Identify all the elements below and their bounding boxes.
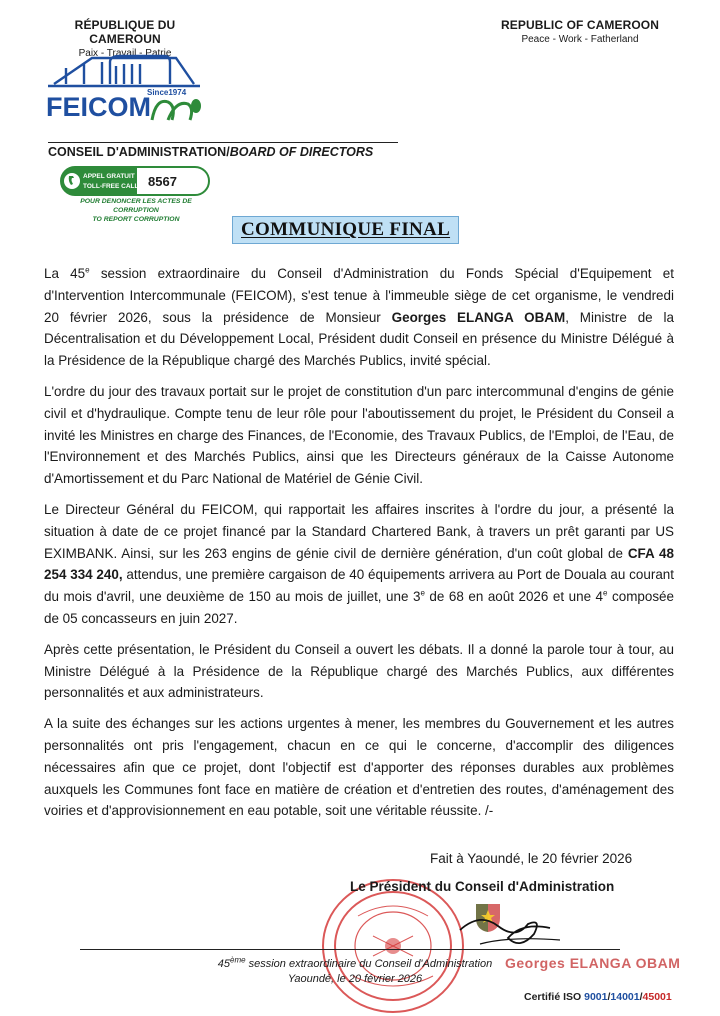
corruption-caption-fr: POUR DENONCER LES ACTES DE CORRUPTION <box>80 198 192 214</box>
since-label: Since1974 <box>147 88 187 97</box>
corruption-caption-en: TO REPORT CORRUPTION <box>92 216 180 223</box>
president-title: Le Président du Conseil d'Administration <box>350 879 615 894</box>
toll-free-number: 8567 <box>148 174 177 189</box>
global-cost-amount: CFA 48 254 334 240, <box>44 545 674 583</box>
country-name-fr: RÉPUBLIQUE DU CAMEROUN <box>74 18 176 46</box>
motto-fr: Paix - Travail - Patrie <box>78 48 172 59</box>
footer-ordinal: 45 <box>217 958 230 970</box>
board-divider <box>48 142 398 143</box>
footer-line-2: Yaoundé, le 20 février 2026 <box>287 973 423 985</box>
paragraph-2: L'ordre du jour des travaux portait sur le projet de constitution d'un parc intercommunal d'engins de génie civil et d'hydraulique. Compte tenu de leur rôle pour l'aboutissement du projet, le Président du Conseil a invité les Ministres en charge des Finances, de l'Economie, des Travaux Publics, de l'Emploi, de l'Eau, de l'Environnement et des Marchés Publics, ainsi que les Directeurs généraux de la Caisse Autonome d'Amortissement et du Parc National de Matériel de Génie Civil. <box>44 383 674 487</box>
iso-45001: 45001 <box>642 991 672 1003</box>
footer-caption <box>190 957 520 987</box>
iso-sep-1: / <box>607 991 611 1003</box>
board-separator: / <box>226 145 230 159</box>
iso-9001: 9001 <box>584 991 608 1003</box>
p3-text-a: Le Directeur Général du FEICOM, qui rapportait les affaires inscrites à l'ordre du jour, a présenté la situation à date de ce projet financé par la Standard Chartered Bank, à travers un prêt garanti par US EXIMBANK. Ainsi, sur les 263 engins de génie civil de dernière génération, d'un coût global de <box>44 501 674 561</box>
p1-text-b: session extraordinaire du Conseil d'Administration du Fonds Spécial d'Equipement et d'Intervention Intercommunale (FEICOM), s'est tenue à l'immeuble siège de cet organisme, le vendredi 20 février 2026, sous la présidence de Monsieur <box>44 266 674 325</box>
feicom-wordmark: FEICOM <box>46 92 151 122</box>
signatory-name: Georges ELANGA OBAM <box>505 955 681 971</box>
corruption-caption <box>60 197 212 224</box>
p3-sup-2: e <box>603 588 608 598</box>
p3-text-c: de 68 en août 2026 et une 4 <box>424 589 604 605</box>
iso-sep-2: / <box>639 991 643 1003</box>
swoosh-icon <box>152 99 201 120</box>
iso-prefix: Certifié ISO <box>524 991 585 1003</box>
paragraph-3 <box>44 499 674 630</box>
president-name: Georges ELANGA OBAM <box>391 309 566 325</box>
footer-ordinal-sup: ème <box>230 955 246 965</box>
p1-sup: e <box>85 265 90 275</box>
board-fr: CONSEIL D'ADMINISTRATION <box>48 145 227 159</box>
handwritten-signature <box>450 900 570 960</box>
paragraph-1 <box>44 263 674 372</box>
p1-text-c: , Ministre de la Décentralisation et du Développement Local, Président dudit Conseil en présence du Ministre Délégué à la Présidence de la République chargé des Marchés Publics, invité spécial. <box>44 309 674 369</box>
footer-divider <box>80 949 620 950</box>
motto-en: Peace - Work - Fatherland <box>521 34 639 45</box>
iso-certification <box>524 991 672 1003</box>
board-en: BOARD OF DIRECTORS <box>229 145 374 159</box>
document-title: COMMUNIQUE FINAL <box>232 216 459 244</box>
p3-text-d: composée de 05 concasseurs en juin 2027. <box>44 589 674 626</box>
header-right <box>490 18 670 45</box>
official-seal-stamp <box>318 876 468 1016</box>
p3-sup-1: e <box>420 588 425 598</box>
toll-free-label-en: TOLL-FREE CALL <box>83 183 139 190</box>
p3-text-b: attendus, une première cargaison de 40 équipements arrivera au Port de Douala au courant du mois d'avril, une deuxième de 150 au mois de juillet, une 3 <box>44 567 674 605</box>
footer-line-1 <box>190 957 520 972</box>
iso-14001: 14001 <box>610 991 640 1003</box>
toll-free-label-fr: APPEL GRATUIT <box>83 173 135 180</box>
footer-session: session extraordinaire du Conseil d'Administration <box>245 958 493 970</box>
place-date: Fait à Yaoundé, le 20 février 2026 <box>430 851 633 866</box>
paragraph-5: A la suite des échanges sur les actions urgentes à mener, les membres du Gouvernement et les autres personnalités ont pris l'engagement, chacun en ce qui le concerne, d'accomplir des diligences nécessaires afin que ce projet, dont l'objectif est d'apporter des réponses durables aux problèmes auxquels les Communes font face en matière de création et d'entretien des routes, d'aménagement des voiries et d'approvisionnement en eau potable, soit une véritable réussite. /- <box>44 716 674 819</box>
document-body <box>44 263 674 831</box>
phone-icon <box>64 173 80 189</box>
p1-text-a: La 45 <box>44 266 86 281</box>
feicom-logo <box>44 50 204 132</box>
board-heading <box>48 145 373 159</box>
country-name-en: REPUBLIC OF CAMEROON <box>501 18 659 32</box>
paragraph-4: Après cette présentation, le Président du Conseil a ouvert les débats. Il a donné la parole tour à tour, au Ministre Délégué à la Présidence de la République chargé des Marchés Publics, aux différentes personnalités et aux administrateurs. <box>44 641 674 701</box>
building-roof-icon <box>48 56 200 86</box>
toll-free-badge <box>60 166 210 196</box>
